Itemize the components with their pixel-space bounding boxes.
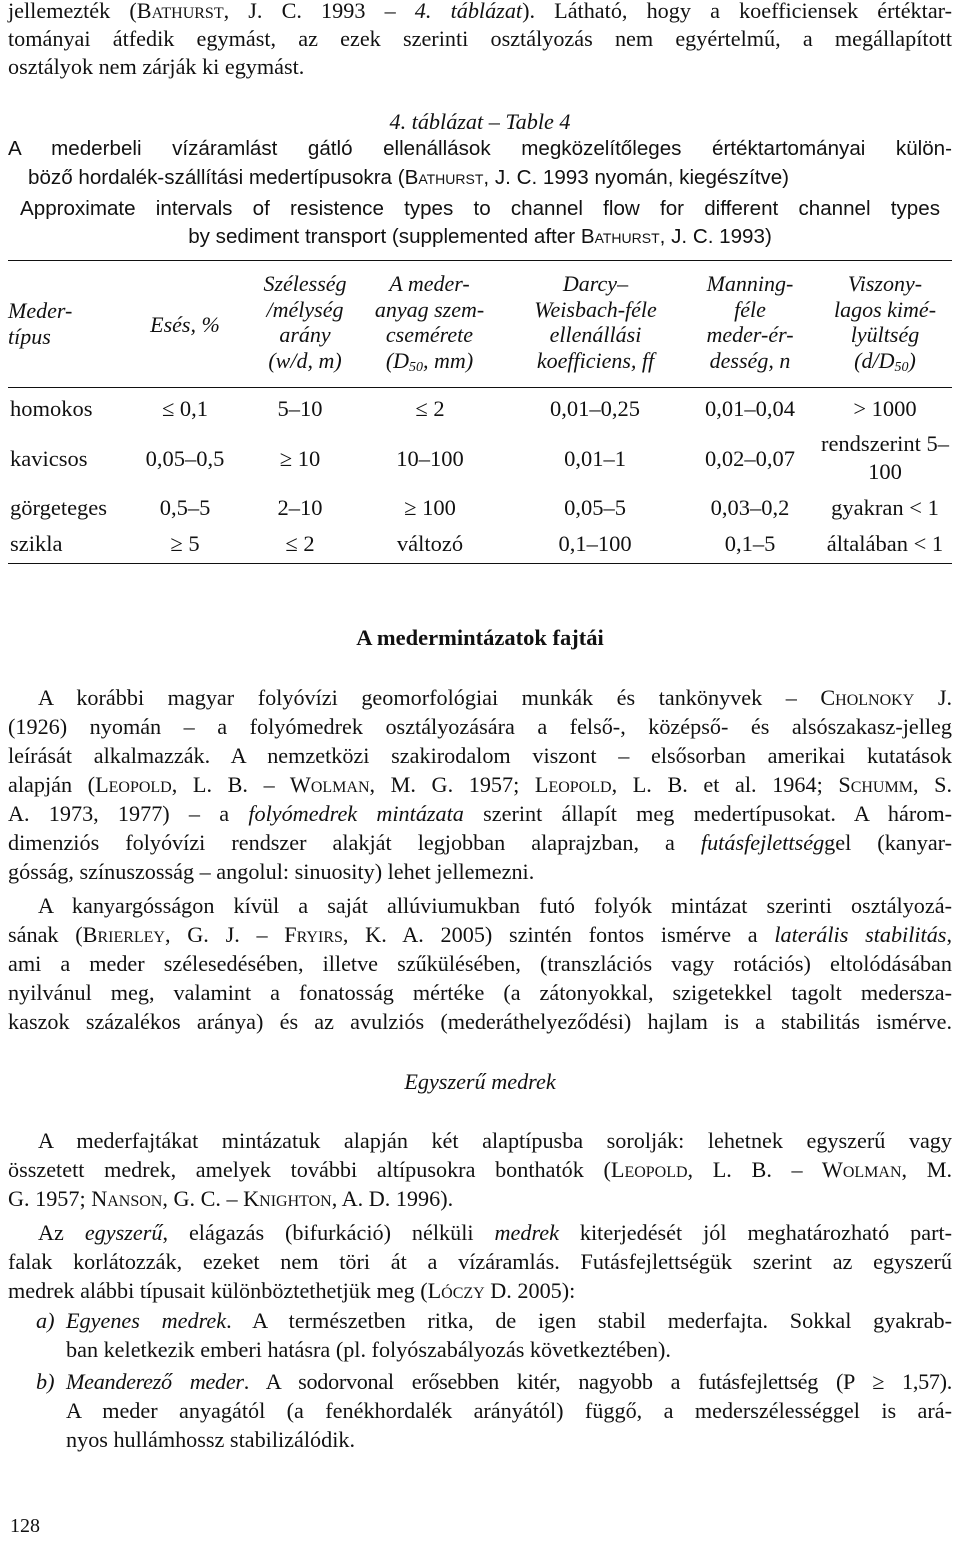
table-caption-en-1: Approximate intervals of resistence types to channel flow for different channel types (20, 197, 940, 220)
para1-line-4: alapján (Leopold, L. B. – Wolman, M. G. 1957; Leopold, L. B. et al. 1964; Schumm, S. (8, 772, 952, 797)
header-szemcsemerete: A meder- anyag szem- csemérete ($D_{50}$, mm) (374, 271, 485, 375)
para2-line-1: A kanyargósságon kívül a saját allúviumukban futó folyók mintázat szerinti osztályozá- (38, 893, 952, 918)
cell-submergence: gyakran < 1 (831, 495, 939, 520)
cell-manning: 0,02–0,07 (705, 446, 795, 471)
list-item-line-3: nyos hullámhossz stabilizálódik. (66, 1427, 356, 1452)
table-header-rule (8, 387, 952, 388)
table-top-rule (8, 260, 952, 261)
para2-line-4: nyilvánul meg, valamint a fonatosság mértéke (a zátonyokkal, szigetekkel tagolt mederszа- (8, 980, 952, 1005)
cell-slope: ≤ 0,1 (161, 396, 209, 421)
para2-line-2: sának (Brierley, G. J. – Fryirs, K. A. 2005) szintén fontos ismérve a laterális stabilitás, (8, 922, 952, 947)
list-marker: a) (36, 1308, 55, 1333)
para3-line-2: összetett medrek, amelyek további altípusokra bonthatók (Leopold, L. B. – Wolman, M. (8, 1157, 952, 1182)
para3-line-1: A mederfajtákat mintázatuk alapján két alaptípusba sorolják: lehetnek egyszerű vagy (38, 1128, 952, 1153)
header-manning: Manning- féle meder-ér- desség, n (706, 271, 794, 373)
para4-line-1: Az egyszerű, elágazás (bifurkáció) nélküli medrek kiterjedését jól meghatározható part- (38, 1220, 953, 1245)
cell-submergence: általában < 1 (826, 531, 944, 556)
table-caption-en-2: by sediment transport (supplemented after Bathurst, J. C. 1993) (188, 225, 772, 248)
para1-line-7: gósság, színuszosság – angolul: sinuosity) lehet jellemezni. (8, 859, 535, 884)
cell-grain-size: változó (396, 531, 464, 556)
cell-width-depth: 2–10 (277, 495, 323, 520)
para1-line-5: A. 1973, 1977) – a folyómedrek mintázata szerint állapít meg medertípusokat. A három- (8, 801, 952, 826)
cell-submergence: > 1000 (853, 396, 917, 421)
cell-width-depth: 5–10 (277, 396, 323, 421)
table-caption-label: 4. táblázat – Table 4 (389, 109, 571, 134)
para2-line-5: kaszok százalékos aránya) és az avulziós (mederáthelyeződési) hajlam is a stabilitás ismérve. (8, 1009, 952, 1034)
intro-line-1: jellemezték (Bathurst, J. C. 1993 – 4. táblázat). Látható, hogy a koefficiensek értéktar- (8, 0, 952, 23)
cell-grain-size: ≤ 2 (415, 396, 445, 421)
cell-darcy: 0,05–5 (564, 495, 626, 520)
list-item-line-2: A meder anyagától (a fenékhordalék arányától) függő, a mederszélességgel is ará- (66, 1398, 952, 1423)
table-caption-hu-2: böző hordalék-szállítási medertípusokra (Bathurst, J. C. 1993 nyomán, kiegészítve) (28, 166, 790, 189)
header-medertipus: Meder- típus (8, 298, 73, 349)
cell-darcy: 0,1–100 (558, 531, 632, 556)
cell-manning: 0,03–0,2 (710, 495, 790, 520)
intro-line-2: tományai átfedik egymást, az ezek szerinti osztályozás nem egyértelmű, a megállapított (8, 26, 952, 51)
para4-line-2: falak korlátozzák, ezeket nem töri át a vízáramlás. Futásfejlettségük szerint az egyszerű (8, 1249, 952, 1274)
header-darcy: Darcy– Weisbach-féle ellenállási koefficiens, ff (534, 271, 657, 373)
header-kimelyultseg: Viszony- lagos kimé- lyültség $(d/D_{50})$ (833, 271, 937, 375)
cell-type: görgeteges (10, 495, 108, 520)
cell-grain-size: ≥ 100 (404, 495, 456, 520)
para4-line-3: medrek alábbi típusait különböztethetjük meg (Lóczy D. 2005): (8, 1278, 576, 1303)
header-szelesseg: Szélesség /mélység arány (w/d, m) (263, 271, 347, 373)
para1-line-1: A korábbi magyar folyóvízi geomorfológiai munkák és tankönyvek – Cholnoky J. (38, 685, 952, 710)
para1-line-3: leírását alkalmazzák. A nemzetközi szakirodalom viszont – elsősorban amerikai kutatások (8, 743, 952, 768)
table-caption-hu-1: A mederbeli vízáramlást gátló ellenállások megközelítőleges értéktartományai külön- (8, 137, 952, 160)
cell-type: szikla (10, 531, 63, 556)
cell-manning: 0,01–0,04 (705, 396, 795, 421)
cell-type: homokos (10, 396, 93, 421)
cell-slope: ≥ 5 (170, 531, 200, 556)
page-number: 128 (10, 1515, 40, 1537)
list-item-line-1: Meanderező meder. A sodorvonal erősebben kitér, nagyobb a futásfejlettség (P ≥ 1,57). (66, 1369, 952, 1394)
cell-darcy: 0,01–0,25 (550, 396, 640, 421)
cell-slope: 0,5–5 (159, 495, 211, 520)
cell-manning: 0,1–5 (724, 531, 776, 556)
para1-line-6: dimenziós folyóvízi rendszer alakját legjobban alaprajzban, a futásfejlettséggel (kanyar- (8, 830, 953, 855)
cell-type: kavicsos (10, 446, 88, 471)
intro-line-3: osztályok nem zárják ki egymást. (8, 54, 305, 79)
header-eses: Esés, % (150, 312, 220, 337)
cell-darcy: 0,01–1 (564, 446, 626, 471)
cell-grain-size: 10–100 (396, 446, 464, 471)
table-bottom-rule (8, 563, 952, 564)
para2-line-3: ami a meder szélesedésében, illetve szűkülésében, (transzlációs vagy rotációs) eltolódásában (8, 951, 952, 976)
para3-line-3: G. 1957; Nanson, G. C. – Knighton, A. D. 1996). (8, 1186, 454, 1211)
list-item-line-2: ban keletkezik emberi hatásra (pl. folyószabályozás következtében). (66, 1337, 671, 1362)
list-item-line-1: Egyenes medrek. A természetben ritka, de igen stabil mederfajta. Sokkal gyakrab- (66, 1308, 953, 1333)
cell-submergence: rendszerint 5–100 (820, 431, 950, 484)
list-marker: b) (36, 1369, 55, 1394)
cell-width-depth: ≥ 10 (279, 446, 321, 471)
section-title: A medermintázatok fajtái (356, 625, 604, 650)
subsection-title: Egyszerű medrek (404, 1069, 556, 1094)
cell-width-depth: ≤ 2 (285, 531, 315, 556)
cell-slope: 0,05–0,5 (145, 446, 225, 471)
para1-line-2: (1926) nyomán – a folyómedrek osztályozására a felső-, középső- és alsószakasz-jelleg (8, 714, 952, 739)
